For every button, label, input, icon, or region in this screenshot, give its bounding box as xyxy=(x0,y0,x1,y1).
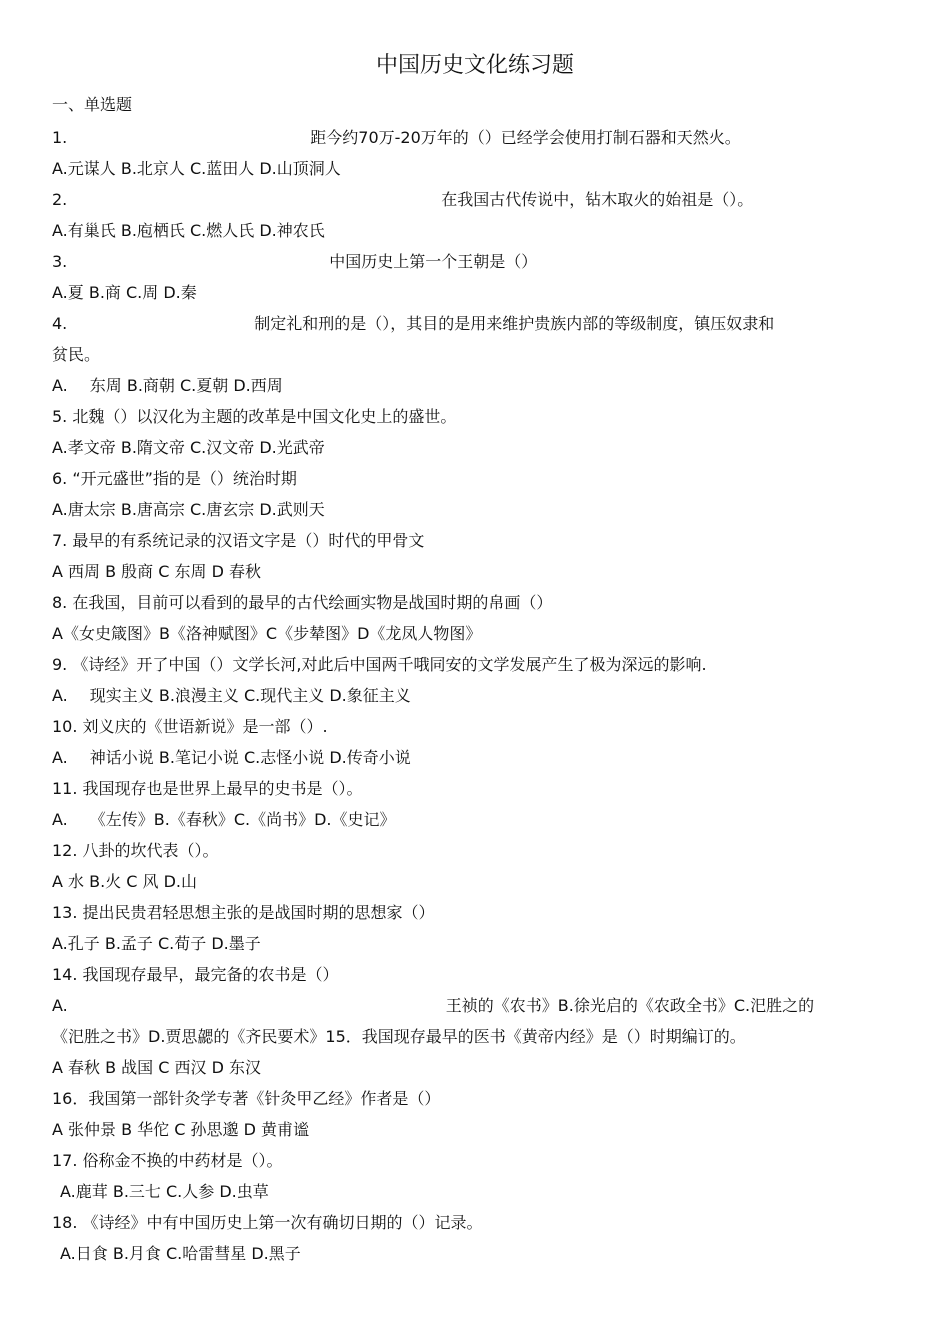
question-list xyxy=(52,122,892,1269)
question-number: 1. xyxy=(52,128,68,147)
question-11: 11. 我国现存也是世界上最早的史书是（）。 xyxy=(52,779,363,798)
option-text: A.鹿茸 B.三七 C.人参 D.虫草 xyxy=(60,1182,269,1201)
option-text: 《左传》B.《春秋》C.《尚书》D.《史记》 xyxy=(89,810,396,829)
question-13: 13. 提出民贵君轻思想主张的是战国时期的思想家（） xyxy=(52,903,435,922)
question-text: 中国历史上第一个王朝是（） xyxy=(329,252,538,271)
question-10: 10. 刘义庆的《世语新说》是一部（）. xyxy=(52,717,328,736)
answer-options: A.有巢氏 B.庖栖氏 C.燃人氏 D.神农氏 xyxy=(52,221,325,240)
question-8: 8. 在我国，目前可以看到的最早的古代绘画实物是战国时期的帛画（） xyxy=(52,593,553,612)
question-16: 16．我国第一部针灸学专著《针灸甲乙经》作者是（） xyxy=(52,1089,441,1108)
question-number: 3. xyxy=(52,252,68,271)
question-18: 18. 《诗经》中有中国历史上第一次有确切日期的（）记录。 xyxy=(52,1213,483,1232)
option-prefix: A. xyxy=(52,996,68,1015)
option-prefix: A. xyxy=(52,376,68,395)
question-3 xyxy=(52,246,892,277)
answer-options xyxy=(52,990,892,1021)
question-9: 9. 《诗经》开了中国（）文学长河,对此后中国两千哦同安的文学发展产生了极为深远的影响. xyxy=(52,655,707,674)
option-prefix: A. xyxy=(52,810,68,829)
option-text: 神话小说 B.笔记小说 C.志怪小说 D.传奇小说 xyxy=(89,748,411,767)
question-6: 6. “开元盛世”指的是（）统治时期 xyxy=(52,469,297,488)
answer-options xyxy=(52,742,892,773)
option-text: 王祯的《农书》B.徐光启的《农政全书》C.汜胜之的 xyxy=(445,996,815,1015)
answer-options: A.唐太宗 B.唐高宗 C.唐玄宗 D.武则天 xyxy=(52,500,325,519)
page-title: 中国历史文化练习题 xyxy=(375,53,574,78)
answer-options: A《女史箴图》B《洛神赋图》C《步辇图》D《龙凤人物图》 xyxy=(52,624,482,643)
question-7: 7. 最早的有系统记录的汉语文字是（）时代的甲骨文 xyxy=(52,531,425,550)
question-text: 制定礼和刑的是（），其目的是用来维护贵族内部的等级制度，镇压奴隶和 xyxy=(254,314,775,333)
answer-options xyxy=(52,804,892,835)
question-14: 14. 我国现存最早，最完备的农书是（） xyxy=(52,965,339,984)
answer-options: A.孔子 B.孟子 C.荀子 D.墨子 xyxy=(52,934,261,953)
question-continuation: 贫民。 xyxy=(52,345,101,364)
option-text: A.日食 B.月食 C.哈雷彗星 D.黑子 xyxy=(60,1244,301,1263)
question-text: 距今约70万-20万年的（）已经学会使用打制石器和天然火。 xyxy=(310,128,741,147)
answer-options: A 春秋 B 战国 C 西汉 D 东汉 xyxy=(52,1058,262,1077)
question-5: 5. 北魏（）以汉化为主题的改革是中国文化史上的盛世。 xyxy=(52,407,457,426)
question-1 xyxy=(52,122,892,153)
answer-options: A.元谋人 B.北京人 C.蓝田人 D.山顶洞人 xyxy=(52,159,341,178)
answer-options xyxy=(52,370,892,401)
question-4 xyxy=(52,308,892,339)
answer-options xyxy=(52,680,892,711)
question-12: 12. 八卦的坎代表（）。 xyxy=(52,841,219,860)
answer-options: A 张仲景 B 华佗 C 孙思邈 D 黄甫谧 xyxy=(52,1120,310,1139)
option-text: 东周 B.商朝 C.夏朝 D.西周 xyxy=(89,376,283,395)
question-text: 在我国古代传说中，钻木取火的始祖是（）。 xyxy=(441,190,754,209)
answer-options: A 西周 B 殷商 C 东周 D 春秋 xyxy=(52,562,262,581)
answer-options xyxy=(52,1238,892,1269)
question-17: 17. 俗称金不换的中药材是（）。 xyxy=(52,1151,283,1170)
option-prefix: A. xyxy=(52,748,68,767)
answer-options: A 水 B.火 C 风 D.山 xyxy=(52,872,198,891)
question-number: 4. xyxy=(52,314,68,333)
option-prefix: A. xyxy=(52,686,68,705)
question-15: 《汜胜之书》D.贾思勰的《齐民要术》15．我国现存最早的医书《黄帝内经》是（）时期编订的。 xyxy=(52,1027,746,1046)
answer-options xyxy=(52,1176,892,1207)
question-number: 2. xyxy=(52,190,68,209)
question-2 xyxy=(52,184,892,215)
section-heading: 一、单选题 xyxy=(52,95,133,114)
option-text: 现实主义 B.浪漫主义 C.现代主义 D.象征主义 xyxy=(89,686,411,705)
answer-options: A.夏 B.商 C.周 D.秦 xyxy=(52,283,197,302)
answer-options: A.孝文帝 B.隋文帝 C.汉文帝 D.光武帝 xyxy=(52,438,325,457)
